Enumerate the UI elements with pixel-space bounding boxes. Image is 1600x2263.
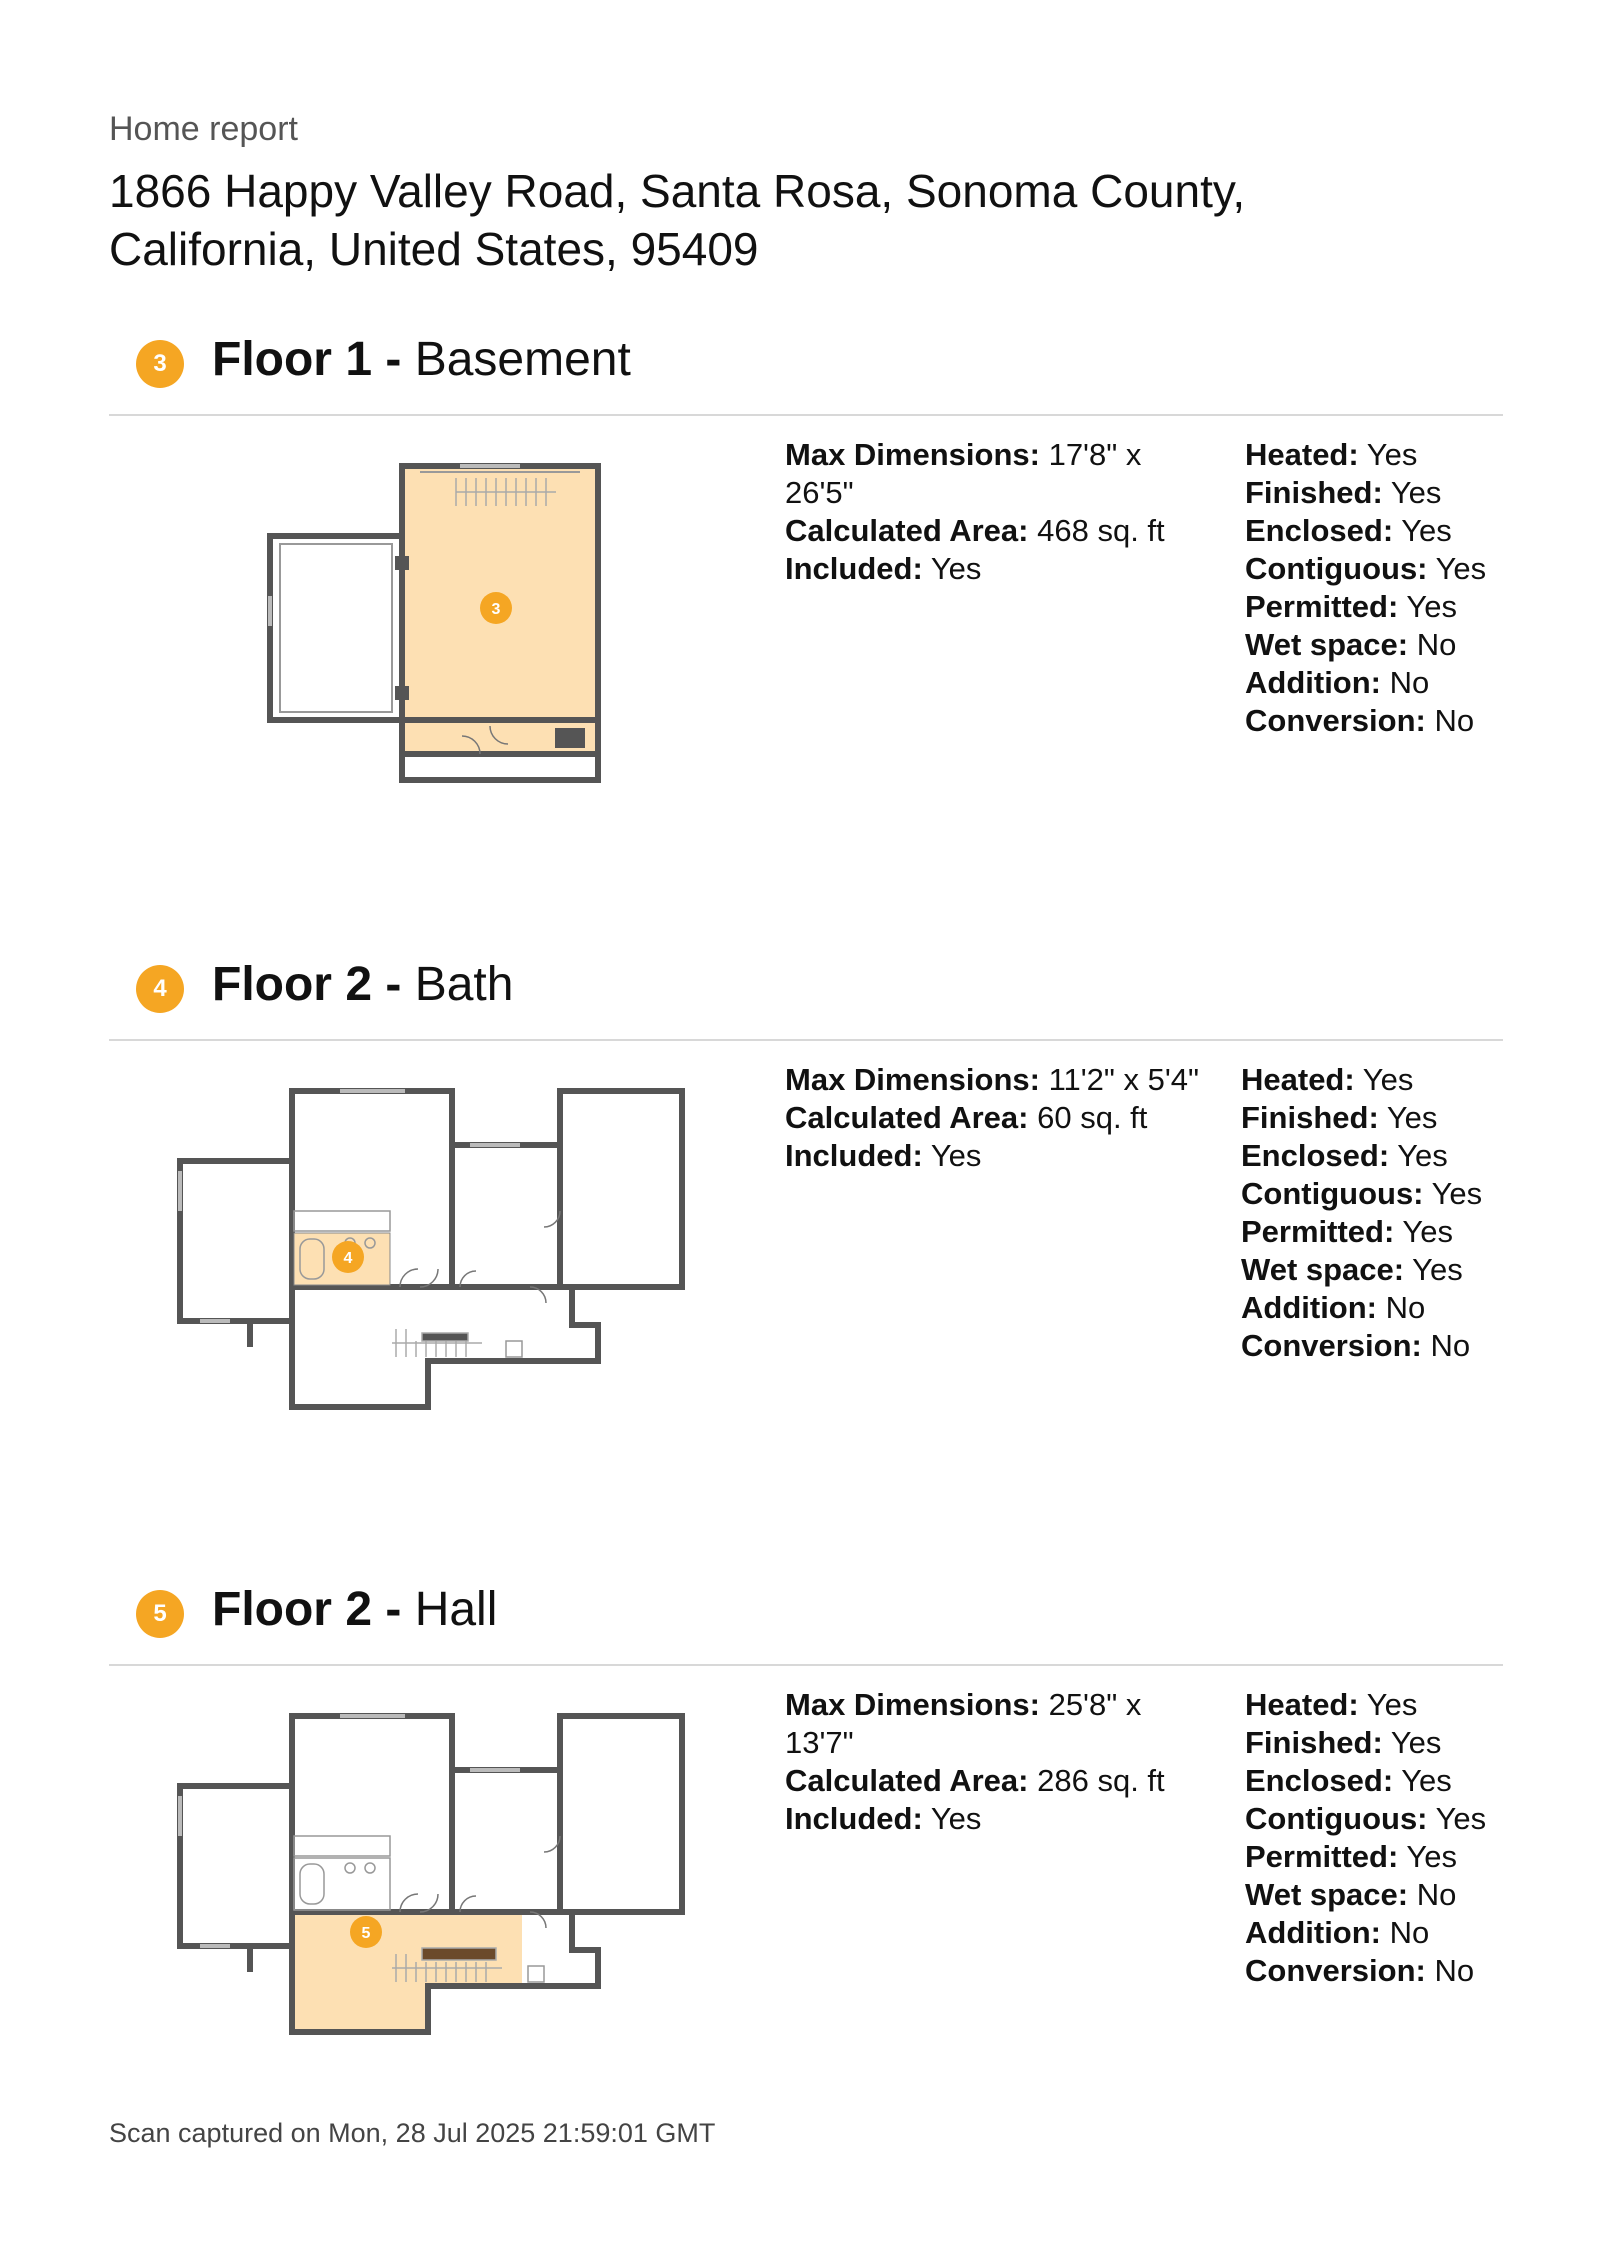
section-divider bbox=[109, 1039, 1503, 1041]
attr-wet-space: Wet space: No bbox=[1245, 627, 1457, 662]
included-status: Included: Yes bbox=[785, 551, 982, 586]
attr-wet-space: Wet space: No bbox=[1245, 1877, 1457, 1912]
section-title bbox=[212, 330, 631, 390]
max-dimensions: Max Dimensions: 17'8" x 26'5" bbox=[785, 437, 1142, 510]
room-number-badge: 3 bbox=[136, 340, 184, 388]
attr-finished: Finished: Yes bbox=[1241, 1100, 1438, 1135]
max-dimensions: Max Dimensions: 25'8" x 13'7" bbox=[785, 1687, 1142, 1760]
attributes-column bbox=[1245, 436, 1545, 740]
floor-plan-hall bbox=[160, 1686, 720, 2066]
room-section-basement bbox=[0, 318, 1600, 878]
floor-plan-bath bbox=[160, 1061, 720, 1441]
attr-contiguous: Contiguous: Yes bbox=[1241, 1176, 1483, 1211]
measurements-column bbox=[785, 1686, 1205, 1838]
measurements-column bbox=[785, 436, 1205, 588]
scan-timestamp: Scan captured on Mon, 28 Jul 2025 21:59:01 GMT bbox=[109, 2118, 716, 2148]
attributes-column bbox=[1241, 1061, 1541, 1365]
plan-room-marker-label: 3 bbox=[491, 601, 501, 618]
calculated-area: Calculated Area: 286 sq. ft bbox=[785, 1763, 1165, 1798]
room-section-hall bbox=[0, 1568, 1600, 2128]
plan-room-marker-label: 4 bbox=[343, 1250, 353, 1267]
max-dimensions: Max Dimensions: 11'2" x 5'4" bbox=[785, 1062, 1200, 1097]
attr-addition: Addition: No bbox=[1245, 1915, 1430, 1950]
title-separator: - bbox=[385, 958, 402, 1011]
attr-heated: Heated: Yes bbox=[1245, 437, 1418, 472]
calculated-area: Calculated Area: 468 sq. ft bbox=[785, 513, 1165, 548]
title-separator: - bbox=[385, 1583, 402, 1636]
attr-enclosed: Enclosed: Yes bbox=[1241, 1138, 1448, 1173]
attr-conversion: Conversion: No bbox=[1245, 1953, 1475, 1988]
section-title bbox=[212, 1580, 497, 1640]
room-number-badge: 4 bbox=[136, 965, 184, 1013]
room-name: Bath bbox=[414, 958, 514, 1011]
plan-room-right-middle bbox=[452, 1145, 560, 1287]
plan-stairs bbox=[392, 1329, 482, 1357]
plan-hall bbox=[292, 1287, 598, 1407]
included-status: Included: Yes bbox=[785, 1138, 982, 1173]
plan-room-right bbox=[560, 1091, 682, 1287]
floor-name: Floor 1 bbox=[212, 333, 373, 386]
attr-heated: Heated: Yes bbox=[1245, 1687, 1418, 1722]
attr-permitted: Permitted: Yes bbox=[1245, 589, 1457, 624]
included-status: Included: Yes bbox=[785, 1801, 982, 1836]
title-separator: - bbox=[385, 333, 402, 386]
attr-contiguous: Contiguous: Yes bbox=[1245, 551, 1487, 586]
room-number-badge: 5 bbox=[136, 1590, 184, 1638]
property-address: 1866 Happy Valley Road, Santa Rosa, Sonoma County, California, United States, 95409 bbox=[109, 165, 1246, 275]
plan-hall-highlight bbox=[292, 1912, 522, 2032]
floor-plan-basement bbox=[160, 436, 720, 816]
attr-enclosed: Enclosed: Yes bbox=[1245, 1763, 1452, 1798]
room-name: Hall bbox=[414, 1583, 498, 1636]
calculated-area: Calculated Area: 60 sq. ft bbox=[785, 1100, 1148, 1135]
measurements-column bbox=[785, 1061, 1205, 1175]
floor-name: Floor 2 bbox=[212, 958, 373, 1011]
attr-contiguous: Contiguous: Yes bbox=[1245, 1801, 1487, 1836]
attr-finished: Finished: Yes bbox=[1245, 475, 1442, 510]
section-title bbox=[212, 955, 513, 1015]
floor-name: Floor 2 bbox=[212, 1583, 373, 1636]
report-subtitle: Home report bbox=[109, 110, 298, 148]
attr-addition: Addition: No bbox=[1245, 665, 1430, 700]
section-divider bbox=[109, 1664, 1503, 1666]
room-section-bath bbox=[0, 943, 1600, 1503]
room-name: Basement bbox=[414, 333, 631, 386]
plan-room-left bbox=[180, 1161, 292, 1321]
plan-room-left-wing bbox=[270, 536, 402, 720]
attr-permitted: Permitted: Yes bbox=[1241, 1214, 1453, 1249]
attr-wet-space: Wet space: Yes bbox=[1241, 1252, 1463, 1287]
attr-finished: Finished: Yes bbox=[1245, 1725, 1442, 1760]
attr-addition: Addition: No bbox=[1241, 1290, 1426, 1325]
attributes-column bbox=[1245, 1686, 1545, 1990]
attr-heated: Heated: Yes bbox=[1241, 1062, 1414, 1097]
section-divider bbox=[109, 414, 1503, 416]
attr-permitted: Permitted: Yes bbox=[1245, 1839, 1457, 1874]
attr-enclosed: Enclosed: Yes bbox=[1245, 513, 1452, 548]
attr-conversion: Conversion: No bbox=[1241, 1328, 1471, 1363]
plan-room-marker-label: 5 bbox=[361, 1925, 371, 1942]
attr-conversion: Conversion: No bbox=[1245, 703, 1475, 738]
